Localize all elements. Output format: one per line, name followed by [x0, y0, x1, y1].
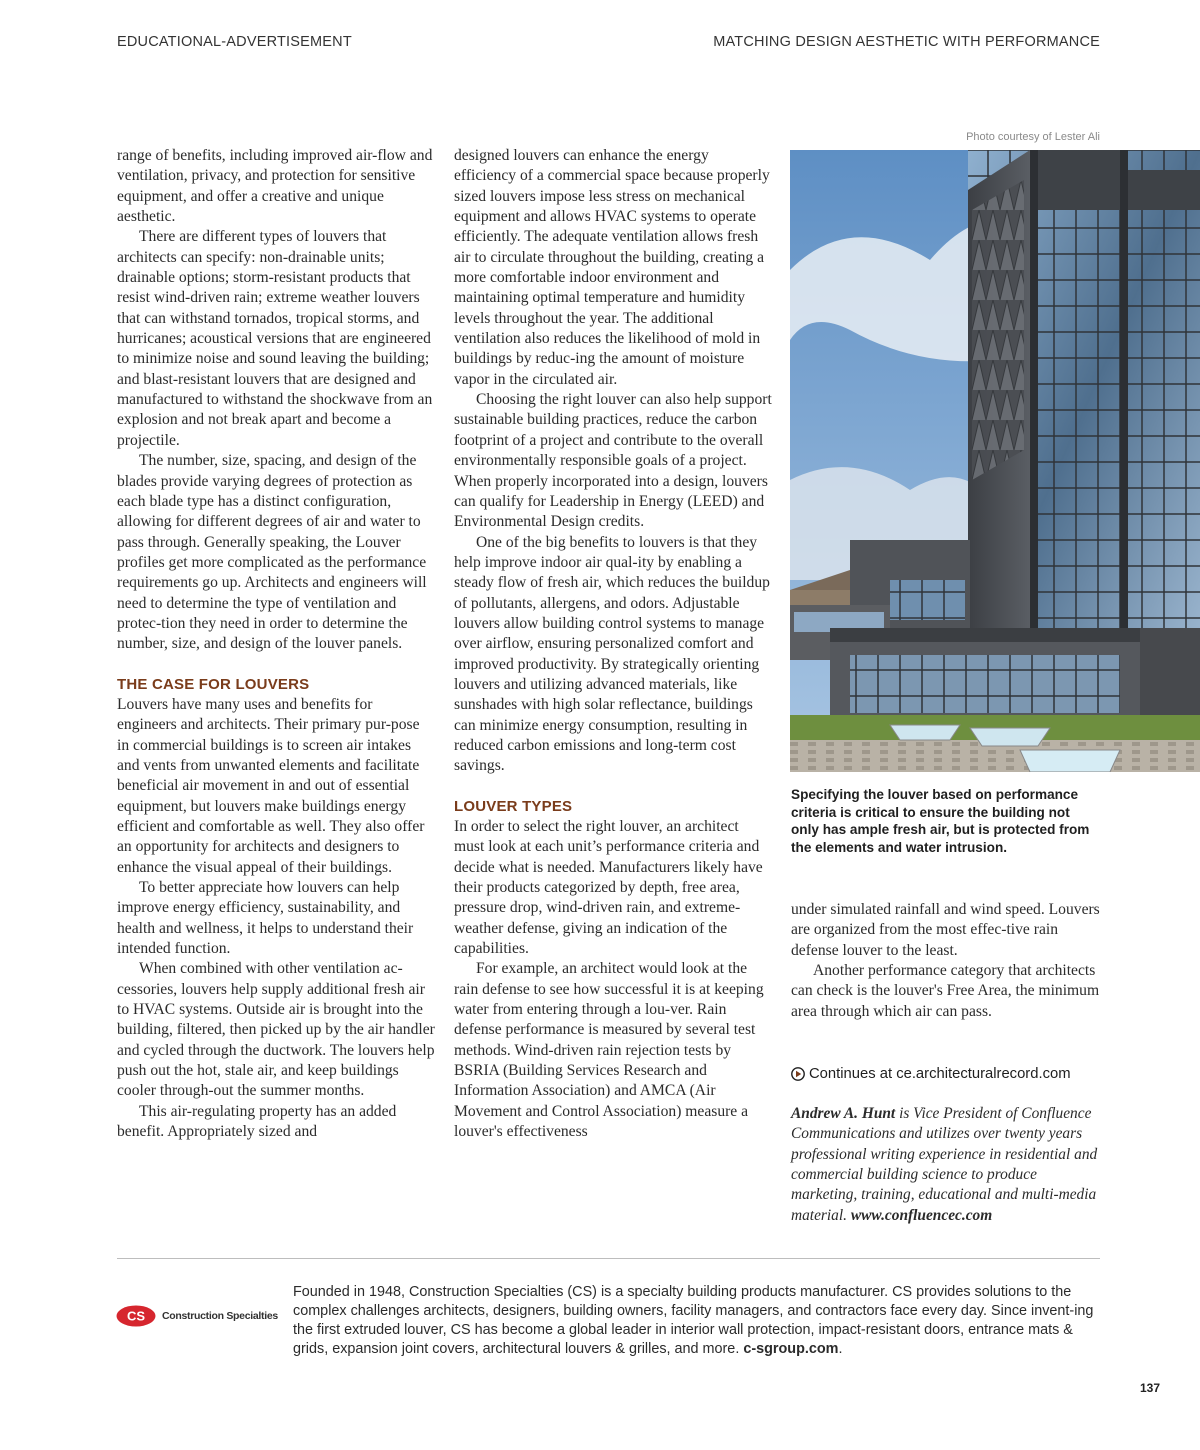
header-article-title: MATCHING DESIGN AESTHETIC WITH PERFORMANCE: [713, 34, 1100, 50]
paragraph: There are different types of louvers that architects can specify: non-drainable units; drainable options; storm-resistant products that resist wind-driven rain; extreme weather louvers that can withstand tornados, tropical storms, and hurricanes; acoustical versions that are engineered to minimize noise and sound leaving the building; and blast-resistant louvers that are designed and manufactured to withstand the shockwave from an explosion and not break apart and become a projectile.: [117, 228, 433, 449]
author-url[interactable]: www.confluencec.com: [850, 1206, 993, 1224]
cs-logo-mark: [116, 1305, 156, 1327]
paragraph: When combined with other ventilation ac-cessories, louvers help supply additional fresh air to HVAC systems. Outside air is brought into the building, filtered, then picked up by the air handler and cycled through the ductwork. The louvers help push out the hot, stale air, and keep buildings cooler through-out the summer months.: [117, 960, 435, 1100]
play-icon: [791, 1067, 805, 1081]
paragraph: In order to select the right louver, an architect must look at each unit’s performance criteria and decide what is needed. Manufacturers likely have their products categorized by depth, free area, pressure drop, wind-driven rain, and extreme-weather defense, giving an indication of the capabilities.: [454, 818, 763, 958]
article-column-1: [117, 146, 435, 1143]
paragraph: For example, an architect would look at the rain defense to see how successful it is at keeping water from entering through a lou-ver. Rain defense performance is measured by several test methods. Wind-driven rain rejection tests by BSRIA (Building Services Research and Information Association) and AMCA (Air Movement and Control Association) measure a louver's effectiveness: [454, 960, 764, 1141]
page-number: 137: [1139, 1381, 1160, 1395]
continues-link[interactable]: [791, 1066, 1071, 1082]
paragraph: Another performance category that architects can check is the louver's Free Area, the minimum area through which air can pass.: [791, 962, 1100, 1020]
section-heading: THE CASE FOR LOUVERS: [117, 675, 310, 693]
sponsor-url-period: .: [838, 1341, 843, 1357]
sponsor-text: Founded in 1948, Construction Specialties (CS) is a specialty building products manufacturer. CS provides solutions to the complex challenges architects, designers, building owners, facility managers, and contractors face every day. Since invent-ing the first extruded louver, CS has become a global leader in interior wall protection, impact-resistant doors, entrance mats & grids, expansion joint covers, architectural louvers & grilles, and more.: [293, 1284, 1094, 1357]
logo-mark-text: CS: [126, 1308, 146, 1324]
author-bio: [791, 1104, 1101, 1226]
sponsor-url[interactable]: c-sgroup.com: [743, 1341, 839, 1357]
building-illustration: [790, 150, 1200, 772]
sponsor-description: [293, 1283, 1105, 1359]
paragraph: This air-regulating property has an added benefit. Appropriately sized and: [117, 1102, 397, 1141]
paragraph: Choosing the right louver can also help support sustainable building practices, reduce the carbon footprint of a project and contribute to the overall environmentally responsible goals of a project. When properly incorporated into a design, louvers can qualify for Leadership in Energy (LEED) and Environmental Design credits.: [454, 391, 772, 531]
paragraph: Louvers have many uses and benefits for engineers and architects. Their primary pur-pose in commercial buildings is to screen air intakes and vents from unwanted elements and facilitate beneficial air movement in and out of essential equipment, but louvers make buildings energy efficient and comfortable as well. They also offer an opportunity for architects and designers to enhance the visual appeal of their buildings.: [117, 695, 425, 876]
header-section-label: EDUCATIONAL-ADVERTISEMENT: [117, 34, 352, 50]
paragraph: range of benefits, including improved air-flow and ventilation, privacy, and protection for sensitive equipment, and offer a creative and unique aesthetic.: [117, 147, 433, 226]
article-column-2: [454, 146, 772, 1143]
sponsor-logo: [116, 1305, 278, 1327]
article-column-3: [791, 900, 1101, 1022]
logo-wordmark: Construction Specialties: [162, 1310, 278, 1322]
building-photo: [790, 150, 1200, 772]
paragraph: under simulated rainfall and wind speed. Louvers are organized from the most effec-tive rain defense louver to the least.: [791, 901, 1100, 959]
paragraph: The number, size, spacing, and design of the blades provide varying degrees of protection as each blade type has a distinct configuration, allowing for different degrees of air and water to pass through. Generally speaking, the Louver profiles get more complicated as the performance requirements go up. Architects and engineers will need to determine the type of ventilation and protec-tion they need in order to determine the number, size, and design of the louver panels.: [117, 452, 427, 653]
paragraph: designed louvers can enhance the energy efficiency of a commercial space because properly sized louvers impose less stress on mechanical equipment and allows HVAC systems to operate efficiently. The adequate ventilation allows fresh air to circulate throughout the building, creating a more comfortable indoor environment and maintaining optimal temperature and humidity levels throughout the year. The additional ventilation also reduces the likelihood of mold in buildings by reduc-ing the amount of moisture vapor in the circulated air.: [454, 147, 770, 388]
continues-link-text: Continues at ce.architecturalrecord.com: [809, 1066, 1071, 1082]
photo-credit: Photo courtesy of Lester Ali: [966, 131, 1100, 143]
divider: [117, 1258, 1100, 1259]
photo-caption: Specifying the louver based on performance criteria is critical to ensure the building not only has ample fresh air, but is protected from the elements and water intrusion.: [791, 787, 1090, 855]
paragraph: One of the big benefits to louvers is that they help improve indoor air qual-ity by enabling a steady flow of fresh air, which reduces the buildup of pollutants, allergens, and odors. Adjustable louvers allow building control systems to manage over airflow, ensuring personalized comfort and improved productivity. By strategically orienting louvers and utilizing advanced materials, like sunshades with high solar reflectance, buildings can minimize energy consumption, resulting in reduced carbon emissions and long-term cost savings.: [454, 533, 770, 775]
author-name: Andrew A. Hunt: [791, 1105, 896, 1122]
paragraph: To better appreciate how louvers can help improve energy efficiency, sustainability, and health and wellness, it helps to understand their intended function.: [117, 879, 414, 958]
author-bio-text: is Vice President of Confluence Communications and utilizes over twenty years professional writing experience in residential and commercial building science to produce marketing, training, educational and multi-media material.: [791, 1105, 1098, 1224]
section-heading: LOUVER TYPES: [454, 797, 573, 815]
